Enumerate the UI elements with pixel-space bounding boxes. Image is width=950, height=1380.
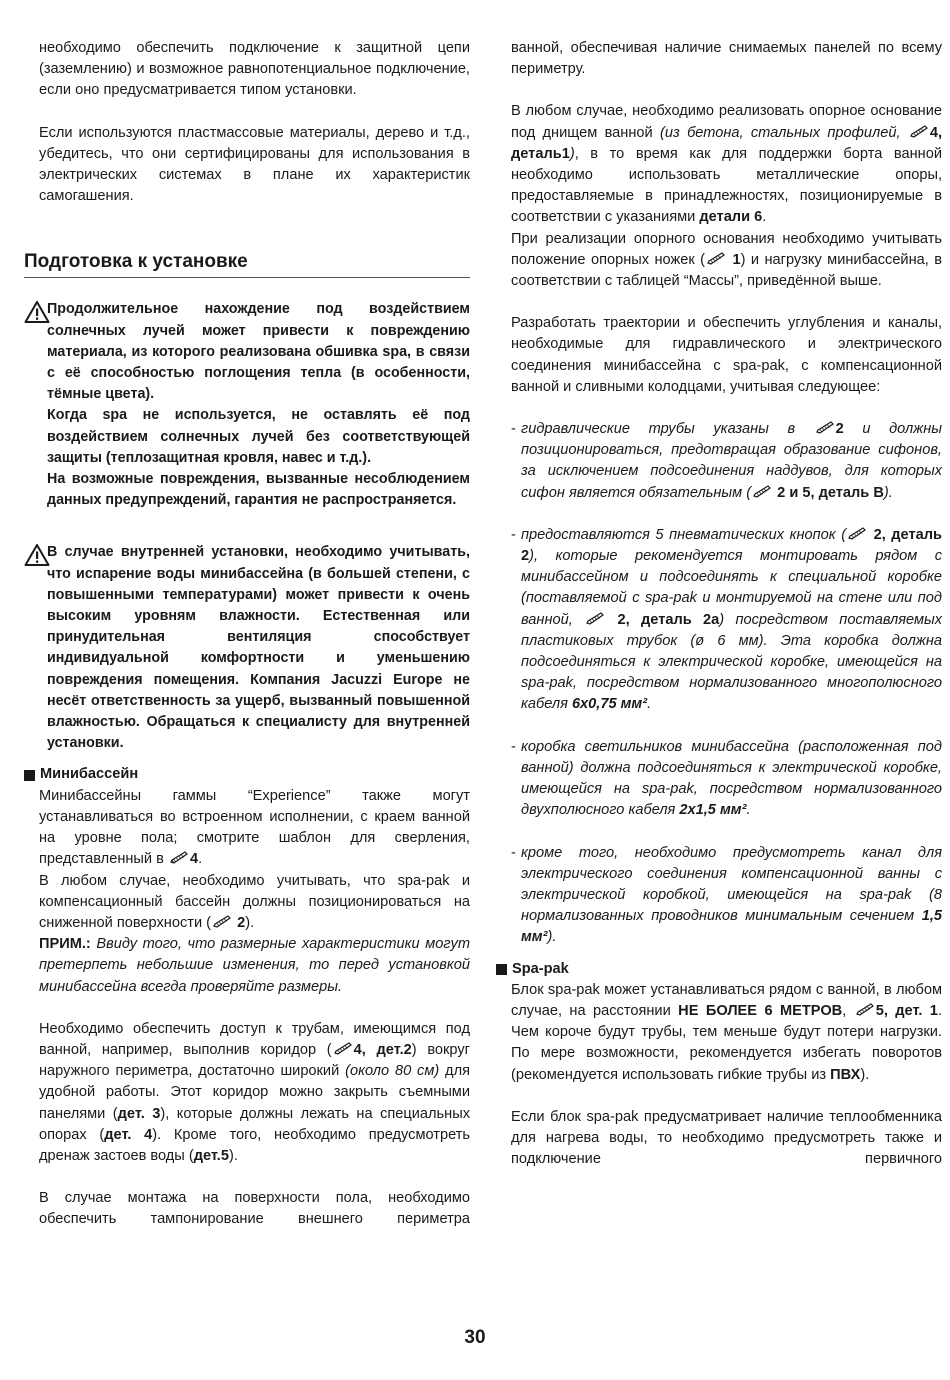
pencil-reference-icon xyxy=(752,485,772,498)
list-item: - кроме того, необходимо предусмотреть канал для электрического соединения компенсационной ванны с электрической коробкой, имеющейся на spa-pak (8 нормализованных проводников минимальным сечением 1,5 мм²). xyxy=(511,844,942,946)
square-bullet-icon xyxy=(496,964,507,975)
paragraph: При реализации опорного основания необходимо учитывать положение опорных ножек ( 1) и нагрузку минибассейна, в соответствии с таблицей “Массы”, приведённой выше. xyxy=(511,230,942,290)
pencil-reference-icon xyxy=(212,915,232,928)
warning-text: Продолжительное нахождение под воздействием солнечных лучей может привести к повреждению материала, из которого реализована обшивка spa, в связи с её способностью поглощения тепла (в особенности, тёмные цвета). xyxy=(47,301,470,403)
paragraph: Минибассейны гаммы “Experience” также могут устанавливаться во встроенном исполнении, с краем ванной на уровне пола; смотрите шаблон для сверления, представленный в 4. xyxy=(39,787,470,868)
page-number: 30 xyxy=(464,1327,486,1348)
warning-text: Когда spa не используется, не оставлять её под воздействием солнечных лучей без соответствующей защиты (теплозащитная кровля, навес и т.д.). xyxy=(47,407,470,466)
pencil-reference-icon xyxy=(585,612,605,625)
pencil-reference-icon xyxy=(909,125,929,138)
paragraph: Необходимо обеспечить доступ к трубам, имеющимся под ванной, например, выполнив коридор ( 4, дет.2) вокруг наружного периметра, достаточно широкий (около 80 см) для удобной работы. Этот коридор можно закрыть съемными панелями (дет. 3), которые должны лежать на специальных опорах (дет. 4). Кроме того, необходимо предусмотреть дренаж застоев воды (дет.5). xyxy=(39,1020,471,1164)
square-bullet-icon xyxy=(24,770,35,781)
paragraph: Если блок spa-pak предусматривает наличие теплообменника для нагрева воды, то необходимо предусмотреть также и подключение первичного xyxy=(511,1108,942,1168)
paragraph: В случае монтажа на поверхности пола, необходимо обеспечить тампонирование внешнего периметра xyxy=(39,1190,470,1228)
warning-block xyxy=(24,299,470,511)
pencil-reference-icon xyxy=(333,1042,353,1055)
left-column xyxy=(24,38,471,1231)
paragraph: Блок spa-pak может устанавливаться рядом с ванной, в любом случае, на расстоянии НЕ БОЛЕЕ 6 МЕТРОВ, 5, дет. 1. Чем короче будут трубы, тем меньше будут потери нагрузки. По мере возможности, рекомендуется избегать поворотов (рекомендуется использовать гибкие трубы из ПВХ). xyxy=(511,981,942,1083)
subsection-heading xyxy=(496,959,942,980)
subsection-heading xyxy=(24,764,470,785)
subsection-title: Spa-pak xyxy=(512,960,569,977)
warning-text: На возможные повреждения, вызванные несоблюдением данных предупреждений, гарантия не распространяется. xyxy=(47,471,470,509)
paragraph: необходимо обеспечить подключение к защитной цепи (заземлению) и возможное равнопотенциальное подключение, если оно предусматривается типом установки. xyxy=(39,40,470,99)
subsection-title: Минибассейн xyxy=(40,766,139,783)
list-item: - гидравлические трубы указаны в 2 и должны позиционироваться, предотвращая образование сифонов, за исключением подсоединения наддувов, для которых сифон является обязательным ( 2 и 5, деталь B). xyxy=(511,421,942,501)
paragraph: В любом случае, необходимо реализовать опорное основание под днищем ванной (из бетона, стальных профилей, 4, деталь1), в то время как для поддержки борта ванной необходимо использовать металлические опоры, предоставляемые в принадлежностях, позиционируемые в соответствии с указаниями детали 6. xyxy=(511,103,942,226)
paragraph: Если используются пластмассовые материалы, дерево и т.д., убедитесь, что они сертифицированы для использования в электрических системах в плане их характеристик самогашения. xyxy=(39,124,470,205)
right-column xyxy=(511,38,942,1170)
pencil-reference-icon xyxy=(815,421,835,434)
warning-block xyxy=(24,542,470,754)
note-paragraph: ПРИМ.: Ввиду того, что размерные характеристики могут претерпеть небольшие изменения, то перед установкой минибассейна всегда проверяйте размеры. xyxy=(39,936,470,995)
list-item: - предоставляются 5 пневматических кнопок ( 2, деталь 2), которые рекомендуется монтировать рядом с минибассейном и подсоединять к специальной коробке (поставляемой с spa-pak и монтируемой на стене или под ванной, 2, деталь 2a) посредством поставляемых пластиковых трубок (ø 6 мм). Эта коробка должна подсоединяться к электрической коробке, имеющейся на spa-pak, посредством нормализованного многополюсного кабеля 6x0,75 мм². xyxy=(511,526,942,713)
pencil-reference-icon xyxy=(706,252,726,265)
warning-triangle-icon xyxy=(24,543,50,567)
pencil-reference-icon xyxy=(169,851,189,864)
pencil-reference-icon xyxy=(847,527,867,540)
pencil-reference-icon xyxy=(855,1003,875,1016)
paragraph: ванной, обеспечивая наличие снимаемых панелей по всему периметру. xyxy=(511,40,942,78)
paragraph: В любом случае, необходимо учитывать, что spa-pak и компенсационный бассейн должны позиционироваться на сниженной поверхности ( 2). xyxy=(39,872,470,931)
warning-text: В случае внутренней установки, необходимо учитывать, что испарение воды минибассейна (в большей степени, с повышенными температурами) может привести к очень высоким уровням влажности. Естественная или принудительная вентиляция способствует индивидуальной комфортности и уменьшению повреждения помещения. Компания Jacuzzi Europe не несёт ответственность за ущерб, вызванный повышенной влажностью. Обращаться к специалисту для внутренней установки. xyxy=(47,544,470,752)
warning-triangle-icon xyxy=(24,300,50,324)
paragraph: Разработать траектории и обеспечить углубления и каналы, необходимые для гидравлического и электрического соединения минибассейна с spa-pak, с компенсационной ванной и сливными колодцами, учитывая следующее: xyxy=(511,315,942,395)
section-title: Подготовка к установке xyxy=(24,249,470,278)
list-item: - коробка светильников минибассейна (расположенная под ванной) должна подсоединяться к электрической коробке, имеющейся на spa-pak, посредством нормализованного двухполюсного кабеля 2x1,5 мм². xyxy=(511,738,942,819)
